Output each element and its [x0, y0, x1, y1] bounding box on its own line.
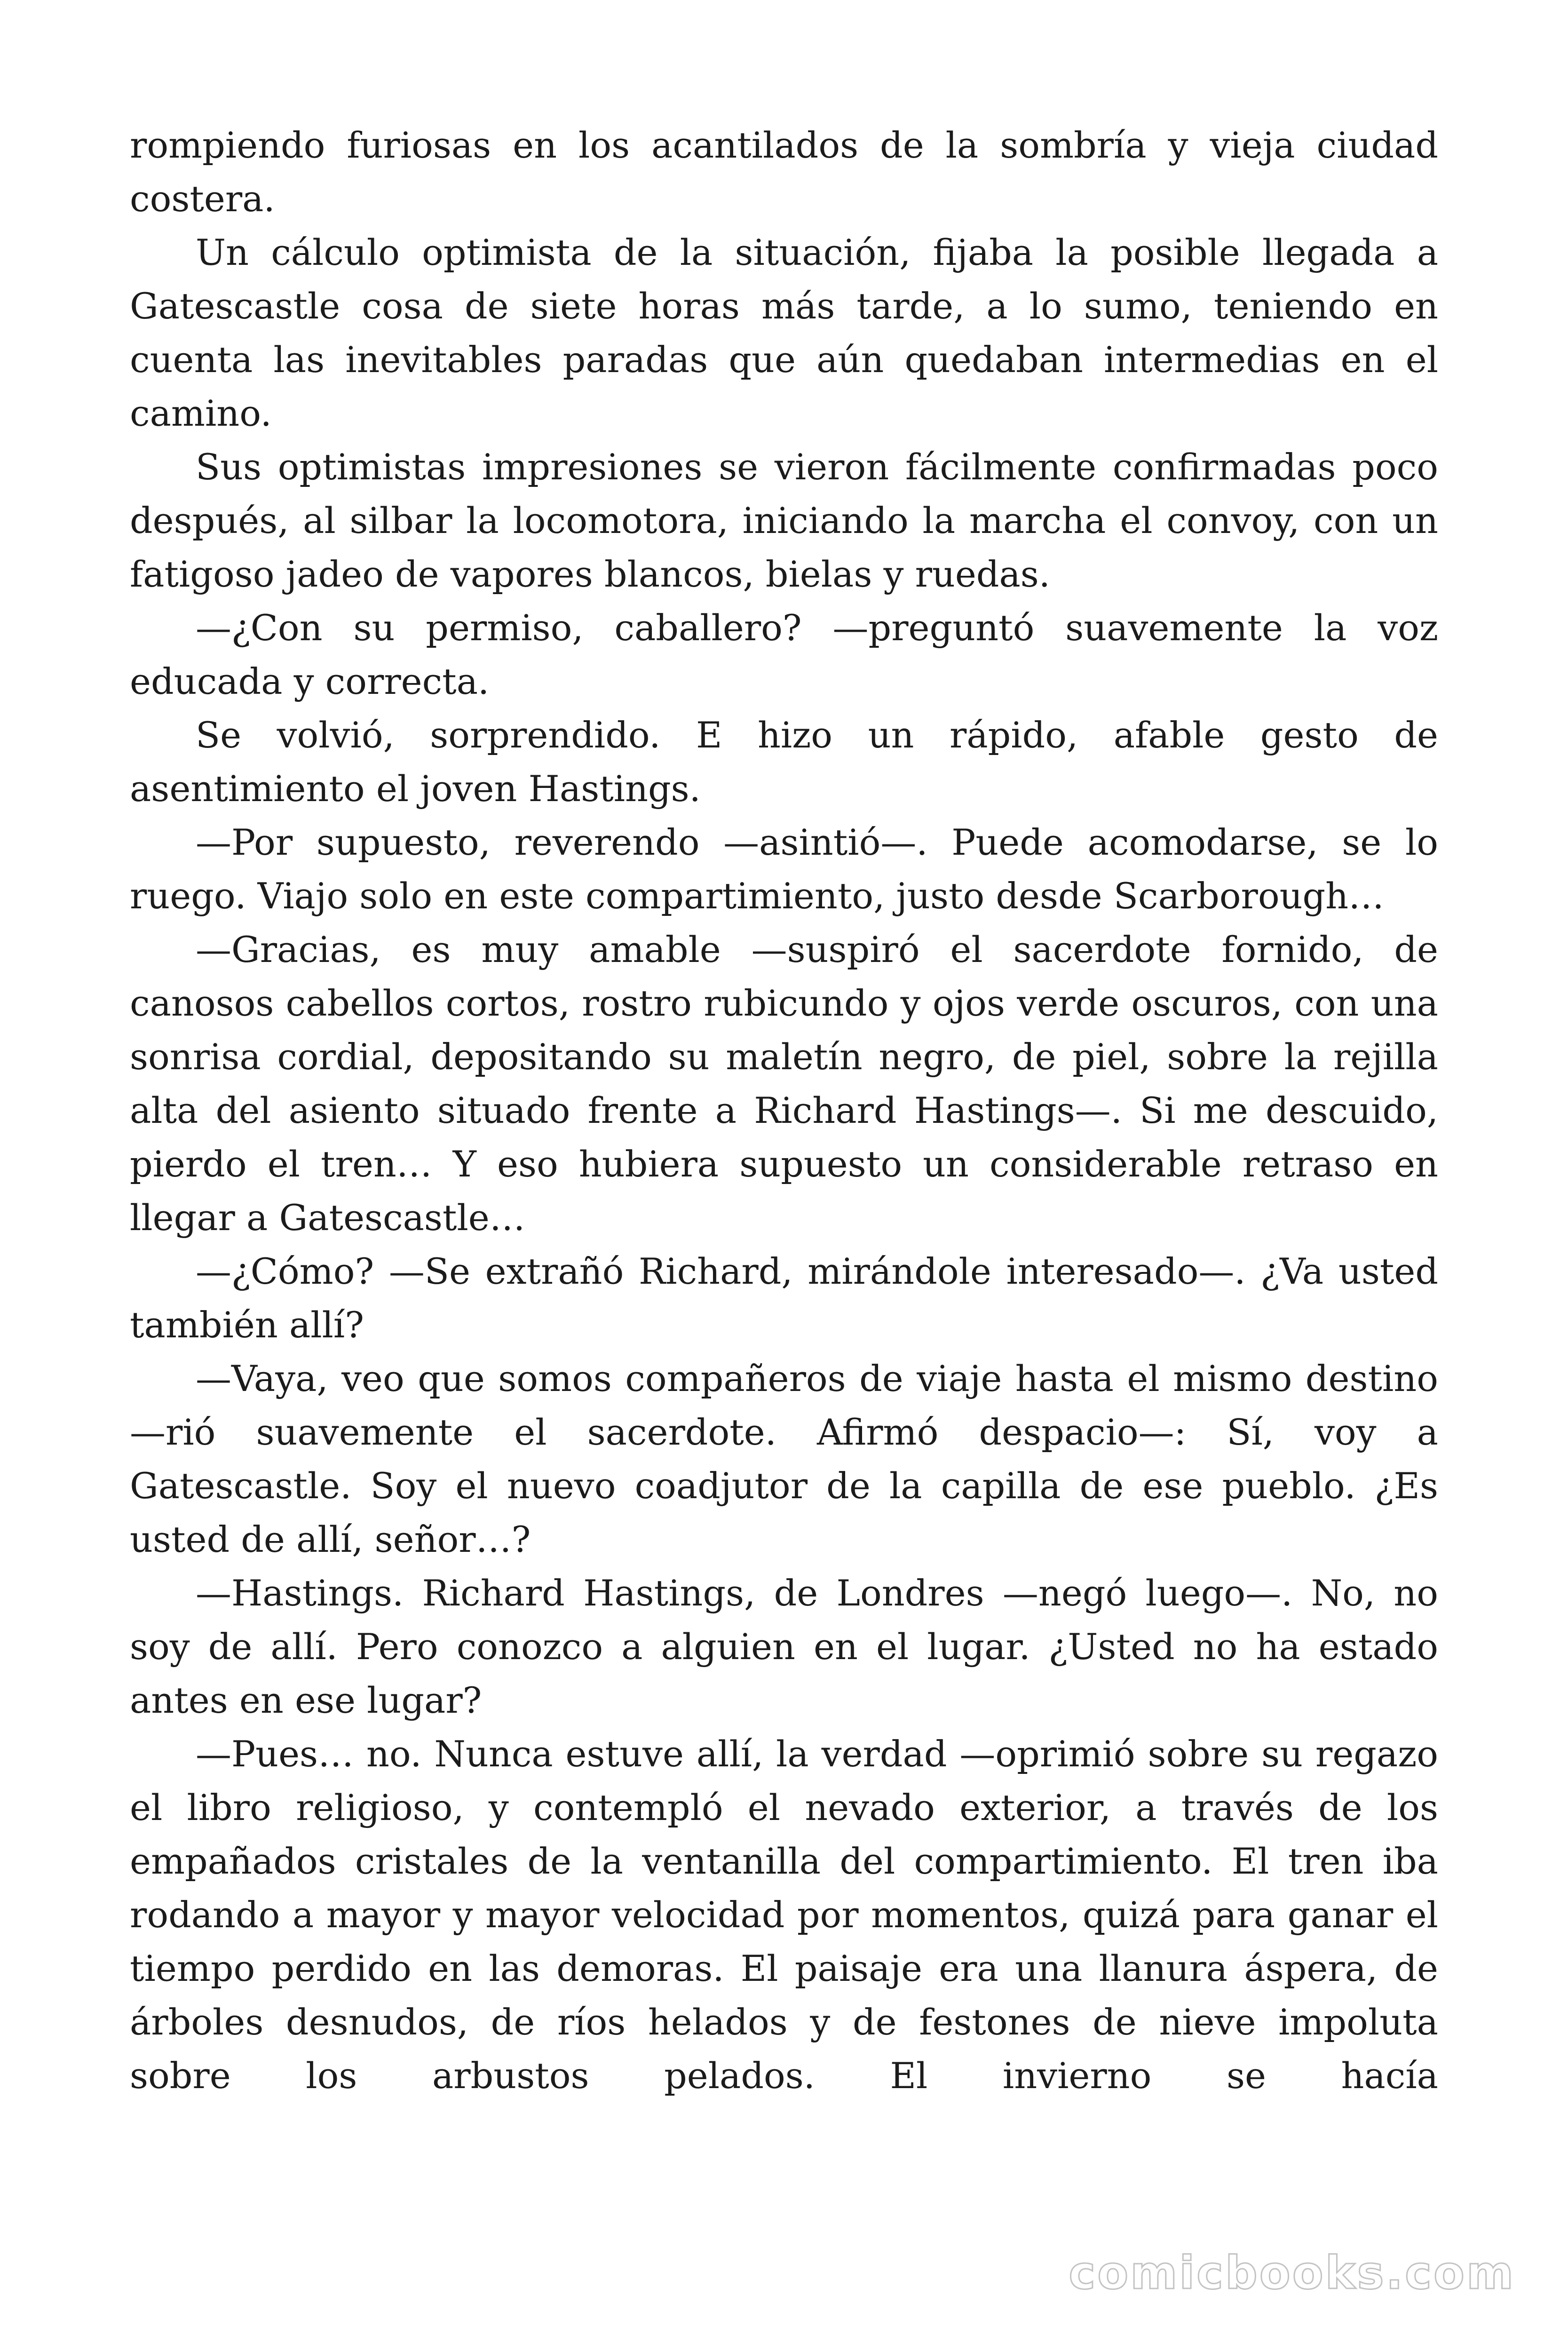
paragraph-1: rompiendo furiosas en los acantilados de la sombría y vieja ciudad costera.	[130, 124, 1438, 220]
paragraph-11: —Pues… no. Nunca estuve allí, la verdad —oprimió sobre su regazo el libro religioso, y contempló el nevado exterior, a través de los empañados cristales de la ventanilla del compartimiento. El tren iba rodando a mayor y mayor velocidad por momentos, quizá para ganar el tiempo perdido en las demoras. El paisaje era una llanura áspera, de árboles desnudos, de ríos helados y de festones de nieve impoluta sobre los arbustos pelados. El invierno se hacía	[130, 1733, 1438, 2097]
paragraph-5: Se volvió, sorprendido. E hizo un rápido, afable gesto de asentimiento el joven Hastings.	[130, 714, 1438, 810]
paragraph-10: —Hastings. Richard Hastings, de Londres —negó luego—. No, no soy de allí. Pero conozco a alguien en el lugar. ¿Usted no ha estado antes en ese lugar?	[130, 1572, 1438, 1721]
paragraph-6: —Por supuesto, reverendo —asintió—. Puede acomodarse, se lo ruego. Viajo solo en este compartimiento, justo desde Scarborough…	[130, 821, 1438, 917]
paragraph-9: —Vaya, veo que somos compañeros de viaje hasta el mismo destino —rió suavemente el sacerdote. Afirmó despacio—: Sí, voy a Gatescastle. Soy el nuevo coadjutor de la capilla de ese pueblo. ¿Es usted de allí, señor…?	[130, 1358, 1438, 1560]
paragraph-7: —Gracias, es muy amable —suspiró el sacerdote fornido, de canosos cabellos cortos, rostro rubicundo y ojos verde oscuros, con una sonrisa cordial, depositando su maletín negro, de piel, sobre la rejilla alta del asiento situado frente a Richard Hastings—. Si me descuido, pierdo el tren… Y eso hubiera supuesto un considerable retraso en llegar a Gatescastle…	[130, 929, 1438, 1239]
paragraph-3: Sus optimistas impresiones se vieron fácilmente confirmadas poco después, al silbar la locomotora, iniciando la marcha el convoy, con un fatigoso jadeo de vapores blancos, bielas y ruedas.	[130, 446, 1438, 595]
watermark: comicbooks.com	[1069, 2247, 1515, 2299]
page-text	[130, 119, 1438, 2103]
paragraph-2: Un cálculo optimista de la situación, fijaba la posible llegada a Gatescastle cosa de siete horas más tarde, a lo sumo, teniendo en cuenta las inevitables paradas que aún quedaban intermedias en el camino.	[130, 231, 1438, 434]
paragraph-4: —¿Con su permiso, caballero? —preguntó suavemente la voz educada y correcta.	[130, 607, 1438, 702]
paragraph-8: —¿Cómo? —Se extrañó Richard, mirándole interesado—. ¿Va usted también allí?	[130, 1250, 1438, 1346]
